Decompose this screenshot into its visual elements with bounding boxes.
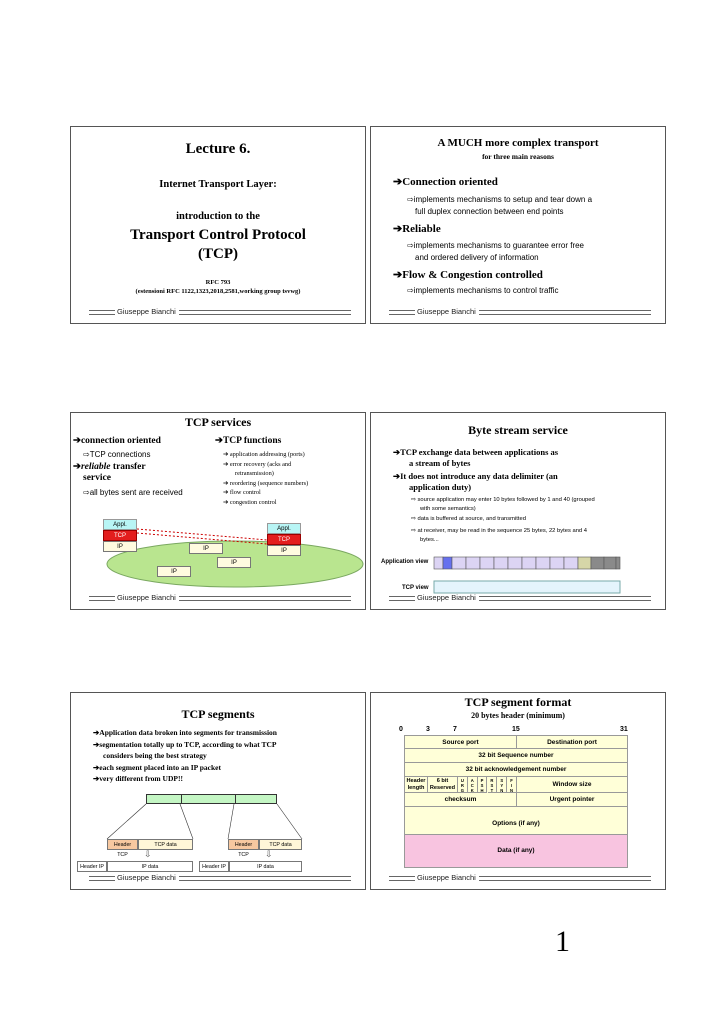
application-view-bar	[434, 557, 620, 569]
slide-title: TCP services	[184, 415, 252, 429]
bullet-reliable-transfer: ➔reliable transfer service	[73, 462, 146, 483]
bullet-item: ➔each segment placed into an IP packet	[93, 762, 221, 772]
destination-port-field: Destination port	[517, 736, 627, 749]
app-byte-segment	[591, 557, 604, 569]
bit-7: 7	[453, 726, 457, 733]
tcp-view-bar	[434, 581, 620, 593]
arrow-icon: ➔	[393, 223, 403, 235]
bit-3: 3	[426, 726, 430, 733]
rfc-label: RFC 793	[205, 279, 231, 286]
ip-right: IP	[267, 545, 301, 556]
intro-text: introduction to the	[176, 211, 260, 222]
author: Giuseppe Bianchi	[117, 307, 176, 316]
bullet-item: ➔segmentation totally up to TCP, according to what TCP	[93, 739, 277, 749]
author: Giuseppe Bianchi	[117, 873, 176, 882]
app-byte-segment	[508, 557, 522, 569]
data-field: Data (if any)	[404, 834, 628, 868]
slide-footer	[371, 873, 665, 883]
author: Giuseppe Bianchi	[117, 593, 176, 602]
ip-data-2: IP data	[229, 861, 302, 872]
hollow-arrow-icon: ⇨	[407, 241, 414, 250]
author: Giuseppe Bianchi	[417, 593, 476, 602]
slide-segment-format	[370, 692, 666, 890]
app-byte-segment	[494, 557, 508, 569]
flag-3: R S T	[488, 777, 498, 793]
bullet-connection-oriented: ➔Connection oriented	[393, 176, 498, 188]
slide-subtitle: 20 bytes header (minimum)	[471, 711, 565, 720]
lecture-label: Lecture 6.	[185, 141, 251, 157]
tcp-data-2: TCP data	[259, 839, 302, 850]
tcp-view-label: TCP view	[402, 585, 429, 591]
author: Giuseppe Bianchi	[417, 873, 476, 882]
slide-subtitle: for three main reasons	[482, 152, 554, 161]
slide-footer	[71, 593, 365, 603]
app-byte-segment	[616, 557, 620, 569]
header-ip-2: Header IP	[199, 861, 229, 872]
rfc-extensions: (estensioni RFC 1122,1323,2018,2581,working group tsvwg)	[135, 288, 301, 295]
source-port-field: Source port	[405, 736, 517, 749]
slide-tcp-services	[70, 412, 366, 610]
ip-router-3: IP	[157, 566, 191, 577]
slide-lecture-title	[70, 126, 366, 324]
sub-receiver: ⇨ at receiver, may be read in the sequence 25 bytes, 22 bytes and 4 bytes...	[411, 528, 587, 543]
down-arrow-icon: ⇩	[144, 849, 152, 859]
tcp-right: TCP	[267, 534, 301, 545]
subtitle: Internet Transport Layer:	[159, 179, 277, 190]
appl-left: Appl.	[103, 519, 137, 530]
down-arrow-icon: ⇩	[265, 849, 273, 859]
bullet-item: considers being the best strategy	[103, 751, 207, 760]
slide-complex-transport	[370, 126, 666, 324]
sub-connection: ⇨implements mechanisms to setup and tear down a full duplex connection between end points	[407, 195, 593, 216]
sequence-number-field: 32 bit Sequence number	[405, 749, 627, 763]
function-item: ➔ error recovery (acks and	[223, 460, 292, 468]
title-line1: Transport Control Protocol	[130, 227, 306, 243]
flags-field	[458, 777, 517, 793]
header-tcp-1: Header TCP	[107, 839, 138, 850]
sub-tcp-connections: ⇨TCP connections	[83, 450, 151, 459]
title-line2: (TCP)	[198, 246, 238, 262]
slide-footer	[371, 593, 665, 603]
slide-title: A MUCH more complex transport	[437, 137, 599, 149]
app-byte-segment	[536, 557, 550, 569]
arrow-icon: ➔	[393, 269, 403, 281]
bit-0: 0	[399, 726, 403, 733]
app-byte-segment	[550, 557, 564, 569]
urgent-pointer-field: Urgent pointer	[517, 793, 627, 807]
app-byte-segment	[452, 557, 466, 569]
header-tcp-2: Header TCP	[228, 839, 259, 850]
function-item: retransmission)	[235, 470, 274, 477]
options-field: Options (if any)	[492, 820, 540, 827]
tcp-functions-head: ➔TCP functions	[215, 436, 282, 446]
slide-title: TCP segments	[181, 707, 255, 721]
slide-footer	[71, 873, 365, 883]
ip-left: IP	[103, 541, 137, 552]
tcp-data-1: TCP data	[138, 839, 193, 850]
slide-byte-stream	[370, 412, 666, 610]
bullet-byte-exchange: ➔TCP exchange data between applications as a stream of bytes	[393, 447, 559, 468]
flag-5: F I N	[507, 777, 517, 793]
function-item: ➔ congestion control	[223, 498, 277, 506]
sub-reliable: ⇨implements mechanisms to guarantee error free and ordered delivery of information	[407, 241, 584, 262]
app-byte-segment	[443, 557, 452, 569]
slide-footer	[71, 307, 365, 317]
app-byte-segment	[522, 557, 536, 569]
bullet-reliable: ➔Reliable	[393, 223, 441, 235]
flag-1: A C K	[468, 777, 478, 793]
appl-right: Appl.	[267, 523, 301, 534]
slide-tcp-segments	[70, 692, 366, 890]
bit-15: 15	[512, 726, 520, 733]
app-byte-segment	[466, 557, 480, 569]
bullet-connection-oriented: ➔connection oriented	[73, 436, 161, 446]
flag-2: P S H	[478, 777, 488, 793]
header-length-field: Header length	[405, 777, 428, 793]
byte-stream-diagram	[371, 413, 666, 610]
flag-0: U R G	[458, 777, 468, 793]
function-item: ➔ flow control	[223, 489, 261, 496]
hollow-arrow-icon: ⇨	[407, 195, 414, 204]
checksum-field: checksum	[405, 793, 517, 807]
ip-data-1: IP data	[107, 861, 193, 872]
arrow-icon: ➔	[393, 176, 403, 188]
header-ip-1: Header IP	[77, 861, 107, 872]
bullet-item: ➔very different from UDP!!	[93, 774, 183, 783]
hollow-arrow-icon: ⇨	[407, 286, 414, 295]
bullet-item: ➔Application data broken into segments for transmission	[93, 728, 277, 737]
slide-footer	[371, 307, 665, 317]
app-byte-segment	[564, 557, 578, 569]
sub-source-application: ⇨ source application may enter 10 bytes followed by 1 and 40 (grouped with some semantics)	[411, 497, 595, 512]
flag-4: S Y N	[497, 777, 507, 793]
ip-router-2: IP	[217, 557, 251, 568]
slide-title: Byte stream service	[468, 423, 568, 437]
bit-31: 31	[620, 726, 628, 733]
app-byte-segment	[578, 557, 591, 569]
network-diagram	[71, 413, 366, 610]
bullet-no-delimiter: ➔It does not introduce any data delimiter (an application duty)	[393, 471, 558, 492]
app-byte-segment	[480, 557, 494, 569]
function-item: ➔ application addressing (ports)	[223, 451, 305, 458]
author: Giuseppe Bianchi	[417, 307, 476, 316]
sub-all-bytes: ⇨all bytes sent are received	[83, 488, 183, 497]
ip-router-1: IP	[189, 543, 223, 554]
function-item: ➔ reordering (sequence numbers)	[223, 479, 309, 487]
app-byte-segment	[604, 557, 616, 569]
sub-buffered: ⇨ data is buffered at source, and transmitted	[411, 516, 526, 522]
reserved-field: 6 bit Reserved	[428, 777, 458, 793]
page-number: 1	[555, 925, 570, 958]
bullet-flow-congestion: ➔Flow & Congestion controlled	[393, 269, 543, 281]
app-byte-segment	[434, 557, 443, 569]
slide-title: TCP segment format	[464, 695, 572, 709]
sub-flow: ⇨implements mechanisms to control traffic	[407, 286, 559, 295]
application-view-label: Application view	[381, 559, 429, 565]
ack-number-field: 32 bit acknowledgement number	[405, 763, 627, 777]
tcp-left: TCP	[103, 530, 137, 541]
window-size-field: Window size	[517, 777, 627, 793]
